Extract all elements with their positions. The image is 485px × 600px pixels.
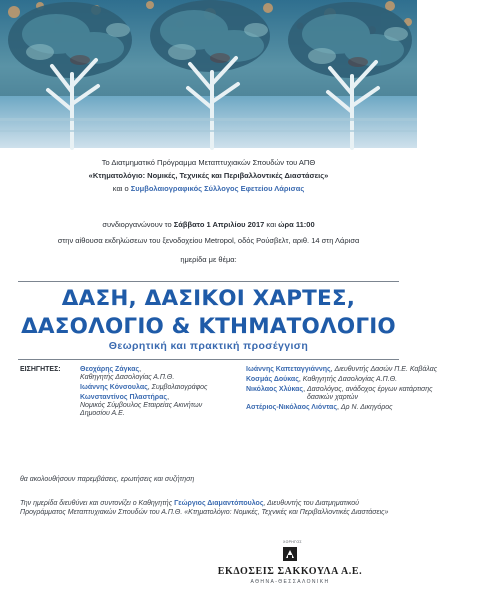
- speaker-entry: Νικόλαος Χλύκας, Δασολόγος, ανάδοχος έργων κατάρτισης δασικών χαρτών: [246, 386, 406, 402]
- speaker-entry: Κωνσταντίνος Πλαστήρας, Νομικός Σύμβουλος Εταιρείας Ακινήτων Δημοσίου Α.Ε.: [80, 394, 250, 419]
- speaker-name: Αστέριος-Νικόλαος Λιόντας: [246, 403, 337, 411]
- event-date-line: [14, 220, 403, 230]
- topic-intro: ημερίδα με θέμα:: [180, 255, 237, 264]
- painted-trees-banner: [0, 0, 417, 148]
- speaker-entry: Θεοχάρης Ζάγκας, Καθηγητής Δασολογίας Α.Π.Θ.: [80, 366, 175, 382]
- event-subtitle: Θεωρητική και πρακτική προσέγγιση: [108, 340, 309, 352]
- painting-image: [0, 0, 417, 148]
- speaker-entry: Αστέριος-Νικόλαος Λιόντας, Δρ Ν. Δικηγόρος: [246, 403, 393, 411]
- publisher-logo-icon: [283, 547, 297, 561]
- event-time: ώρα 11:00: [278, 220, 315, 229]
- speaker-name: Κωνσταντίνος Πλαστήρας: [80, 393, 168, 401]
- coordinator-suffix: , Διευθυντής του Διατμηματικού Προγράμματος Μεταπτυχιακών Σπουδών του Α.Π.Θ. «Κτηματολόγιο: Νομικές, Τεχνικές και Περιβαλλοντικές Διαστάσεις»: [20, 500, 389, 516]
- event-date-prefix: συνδιοργανώνουν το: [102, 220, 172, 229]
- followed-by-note: θα ακολουθήσουν παρεμβάσεις, ερωτήσεις και συζήτηση: [20, 476, 195, 483]
- publisher-name: ΕΚΔΟΣΕΙΣ ΣΑΚΚΟΥΛΑ Α.Ε.: [217, 566, 363, 577]
- speaker-name: Ιωάννης Καπεταγγιάννης: [246, 366, 331, 373]
- speaker-name: Θεοχάρης Ζάγκας: [80, 366, 140, 373]
- coordinator-paragraph: [20, 500, 405, 517]
- event-venue: στην αίθουσα εκδηλώσεων του ξενοδοχείου Metropol, οδός Ρούσβελτ, αριθ. 14 στη Λάρισα: [57, 236, 360, 245]
- event-date: Σάββατο 1 Απριλίου 2017: [173, 220, 265, 229]
- speakers-right-column: [246, 366, 438, 413]
- speaker-role: Συμβολαιογράφος: [151, 384, 208, 391]
- speaker-role: Δρ Ν. Δικηγόρος: [340, 403, 393, 411]
- intro-line-3: [14, 184, 403, 194]
- speakers-left-column: [80, 366, 250, 420]
- event-date-mid: και: [266, 220, 277, 229]
- speaker-role: Καθηγητής Δασολογίας Α.Π.Θ.: [80, 374, 175, 382]
- speaker-role: Νομικός Σύμβουλος Εταιρείας Ακινήτων Δημοσίου Α.Ε.: [80, 402, 203, 418]
- event-title-line-1: ΔΑΣΗ, ΔΑΣΙΚΟΙ ΧΑΡΤΕΣ,: [61, 286, 356, 311]
- publisher-city: ΑΘΗΝΑ-ΘΕΣΣΑΛΟΝΙΚΗ: [250, 579, 330, 585]
- intro-notary-association: Συμβολαιογραφικός Σύλλογος Εφετείου Λάρισας: [130, 184, 305, 193]
- speaker-entry: Κοσμάς Δούκας, Καθηγητής Δασολογίας Α.Π.Θ.: [246, 375, 398, 383]
- speaker-name: Νικόλαος Χλύκας: [246, 385, 304, 393]
- speaker-role: Διευθυντής Δασών Π.Ε. Καβάλας: [334, 366, 438, 373]
- intro-line-3-prefix: και ο: [112, 184, 129, 193]
- speaker-role: Καθηγητής Δασολογίας Α.Π.Θ.: [302, 375, 398, 383]
- speaker-name: Ιωάννης Κόνσουλας: [80, 384, 148, 391]
- intro-program-name: «Κτηματολόγιο: Νομικές, Τεχνικές και Περιβαλλοντικές Διαστάσεις»: [88, 171, 329, 180]
- speakers-label: ΕΙΣΗΓΗΤΕΣ:: [20, 366, 61, 373]
- speaker-name: Κοσμάς Δούκας: [246, 375, 299, 383]
- speaker-role: Δασολόγος, ανάδοχος έργων κατάρτισης δασικών χαρτών: [306, 385, 433, 401]
- speaker-entry: Ιωάννης Καπεταγγιάννης, Διευθυντής Δασών Π.Ε. Καβάλας: [246, 366, 406, 374]
- sponsor-label: ΧΟΡΗΓΟΣ: [283, 540, 302, 544]
- event-title-line-2: ΔΑΣΟΛΟΓΙΟ & ΚΤΗΜΑΤΟΛΟΓΙΟ: [21, 314, 396, 339]
- coordinator-prefix: Την ημερίδα διευθύνει και συντονίζει ο Καθηγητής: [20, 500, 173, 507]
- title-top-rule: [18, 281, 399, 282]
- speaker-entry: Ιωάννης Κόνσουλας, Συμβολαιογράφος: [80, 384, 208, 391]
- coordinator-name: Γεώργιος Διαμαντόπουλος: [174, 500, 264, 507]
- intro-line-1: Το Διατμηματικό Πρόγραμμα Μεταπτυχιακών Σπουδών του ΑΠΘ: [101, 158, 316, 167]
- title-bottom-rule: [18, 359, 399, 360]
